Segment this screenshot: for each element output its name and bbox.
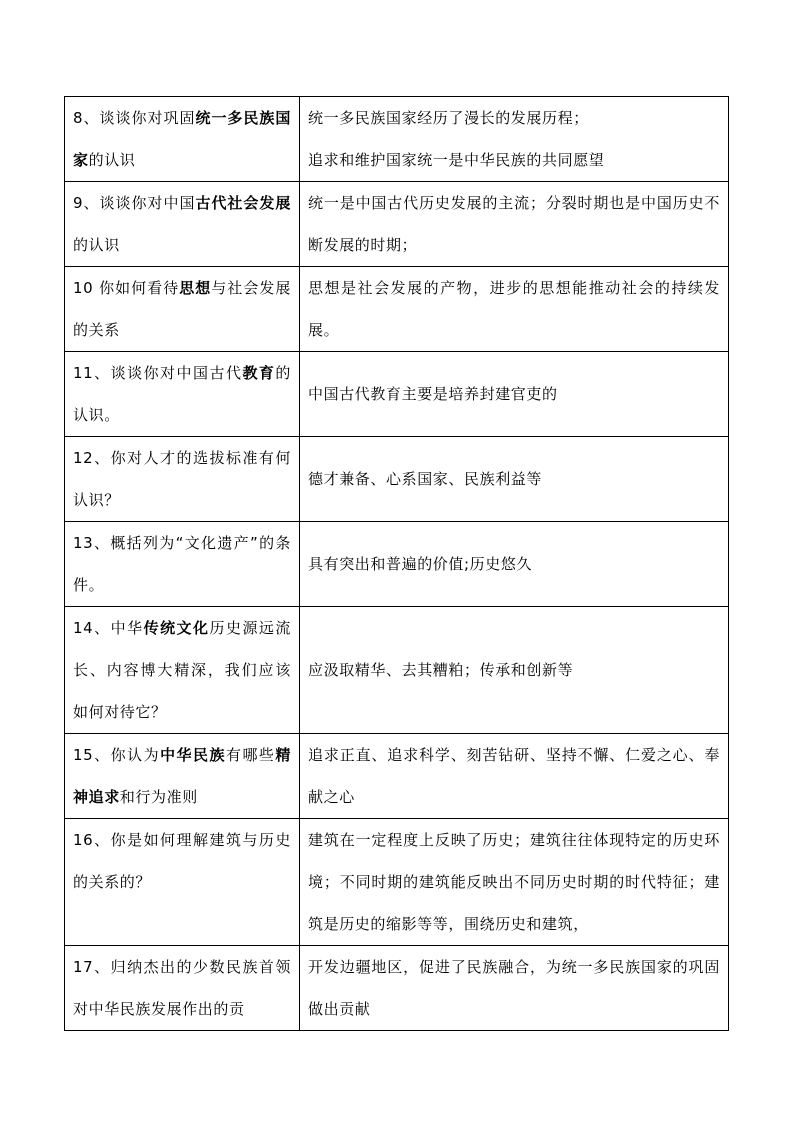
question-cell: 15、你认为中华民族有哪些精神追求和行为准则 [65,734,300,819]
answer-cell: 统一多民族国家经历了漫长的发展历程； 追求和维护国家统一是中华民族的共同愿望 [300,97,729,182]
question-cell: 8、谈谈你对巩固统一多民族国家的认识 [65,97,300,182]
answer-cell: 具有突出和普遍的价值;历史悠久 [300,522,729,607]
table-row [65,607,729,734]
table-row [65,437,729,522]
emphasis-text: 统一多民族国家 [73,109,291,169]
emphasis-text: 教育 [242,364,276,382]
emphasis-text: 古代社会发展 [195,194,291,212]
qa-table [64,96,729,1031]
table-row [65,522,729,607]
emphasis-text: 中华民族 [160,746,226,764]
question-cell: 10 你如何看待思想与社会发展的关系 [65,267,300,352]
table-row [65,182,729,267]
question-cell: 17、归纳杰出的少数民族首领对中华民族发展作出的贡 [65,946,300,1031]
emphasis-text: 精神追求 [73,746,291,806]
table-row [65,267,729,352]
question-cell: 13、概括列为“文化遗产”的条件。 [65,522,300,607]
emphasis-text: 传统文化 [143,619,210,637]
question-cell: 16、你是如何理解建筑与历史的关系的？ [65,819,300,946]
answer-cell: 统一是中国古代历史发展的主流；分裂时期也是中国历史不断发展的时期； [300,182,729,267]
answer-cell: 中国古代教育主要是培养封建官吏的 [300,352,729,437]
question-cell: 9、谈谈你对中国古代社会发展的认识 [65,182,300,267]
emphasis-text: 思想 [179,279,212,297]
answer-cell: 开发边疆地区，促进了民族融合，为统一多民族国家的巩固做出贡献 [300,946,729,1031]
answer-cell: 建筑在一定程度上反映了历史；建筑往往体现特定的历史环境；不同时期的建筑能反映出不同历史时期的时代特征；建筑是历史的缩影等等，围绕历史和建筑， [300,819,729,946]
table-row [65,819,729,946]
table-row [65,352,729,437]
answer-cell: 德才兼备、心系国家、民族利益等 [300,437,729,522]
table-row [65,946,729,1031]
answer-cell: 思想是社会发展的产物，进步的思想能推动社会的持续发展。 [300,267,729,352]
question-cell: 11、谈谈你对中国古代教育的认识。 [65,352,300,437]
table-row [65,734,729,819]
table-row [65,97,729,182]
question-cell: 14、中华传统文化历史源远流长、内容博大精深，我们应该如何对待它？ [65,607,300,734]
answer-cell: 应汲取精华、去其糟粕；传承和创新等 [300,607,729,734]
answer-cell: 追求正直、追求科学、刻苦钻研、坚持不懈、仁爱之心、奉献之心 [300,734,729,819]
question-cell: 12、你对人才的选拔标准有何认识？ [65,437,300,522]
